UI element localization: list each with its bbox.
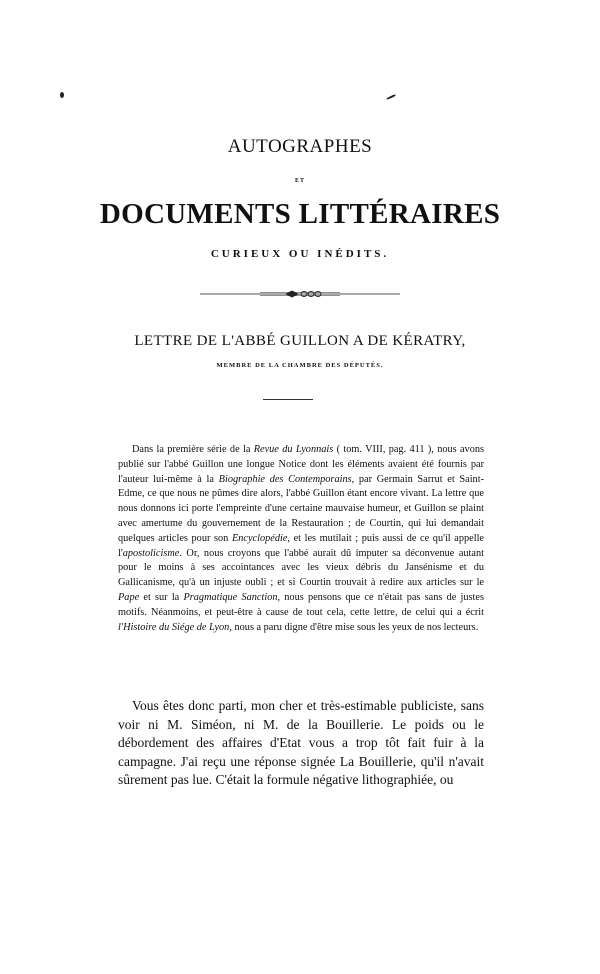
intro-text: . Or, nous croyons que l'abbé aurait dû imputer sa déconvenue autant pour le moins à ses accointances avec les vieux débris du Jansénisme et du Gallicanisme, qu'à un injuste oubli ; et si Courtin trouvait à redire aux articles sur le [118, 547, 484, 589]
italic-title: Encyclopédie [231, 532, 288, 544]
intro-text: , nous pensons que ce n'était pas sans de justes motifs. Néanmoins, et peut-être à cause de tout cela, cette lettre, de celui qui a écrit [118, 591, 484, 618]
ink-speck [60, 92, 64, 98]
ink-mark [386, 94, 396, 100]
italic-title: Biographie des Contemporains [218, 473, 352, 485]
italic-title: Pape [118, 591, 140, 603]
intro-text: Dans la première série de la [132, 444, 254, 455]
intro-text: , par Germain Sarrut et Saint-Edme, ce que nous ne pûmes dire alors, l'abbé Guillon étant encore vivant. La lettre que nous donnons ici porte l'empreinte d'une certaine mauvaise humeur, et Guillon se plaint avec amertume du gouvernement de la Restauration ; de Courtin, qui lui demandait quelques articles pour son [118, 473, 484, 544]
section-divider [263, 399, 313, 400]
title-documents-litteraires: DOCUMENTS LITTÉRAIRES [99, 198, 501, 230]
title-autographes: AUTOGRAPHES [227, 136, 373, 157]
italic-title: l'Histoire du Siége de Lyon [118, 621, 230, 633]
letter-body-text: Vous êtes donc parti, mon cher et très-estimable publiciste, sans voir ni M. Siméon, ni M. de la Bouillerie. Le poids ou le débordement des affaires d'Etat vous a trop tôt fait fuir à la campagne. J'ai reçu une réponse signée La Bouillerie, qu'il n'avait sûrement pas lue. C'était la formule négative lithographiée, ou [118, 698, 484, 788]
italic-title: Pragmatique Sanction [183, 591, 278, 603]
title-subtitle: CURIEUX OU INÉDITS. [210, 248, 390, 260]
ornamental-rule [200, 289, 400, 299]
intro-text: ( tom. VIII, pag. 411 ), nous avons publié sur l'abbé Guillon une longue Notice dont les éléments avaient été fournis par l'auteur lui-même à la [118, 444, 484, 485]
intro-text: et sur la [139, 591, 184, 603]
intro-text: , et les mutilait ; puis aussi de ce qu'il appelle l' [118, 532, 484, 559]
letter-subtitle: MEMBRE DE LA CHAMBRE DES DÉPUTÉS. [216, 362, 384, 369]
letter-title: LETTRE DE L'ABBÉ GUILLON A DE KÉRATRY, [134, 333, 466, 349]
intro-paragraph [118, 443, 484, 635]
intro-text: , nous a paru digne d'être mise sous les yeux de nos lecteurs. [229, 621, 479, 633]
italic-title: Revue du Lyonnais [253, 444, 334, 455]
title-conjunction: ET [294, 178, 305, 184]
italic-title: apostolicisme [122, 547, 180, 559]
